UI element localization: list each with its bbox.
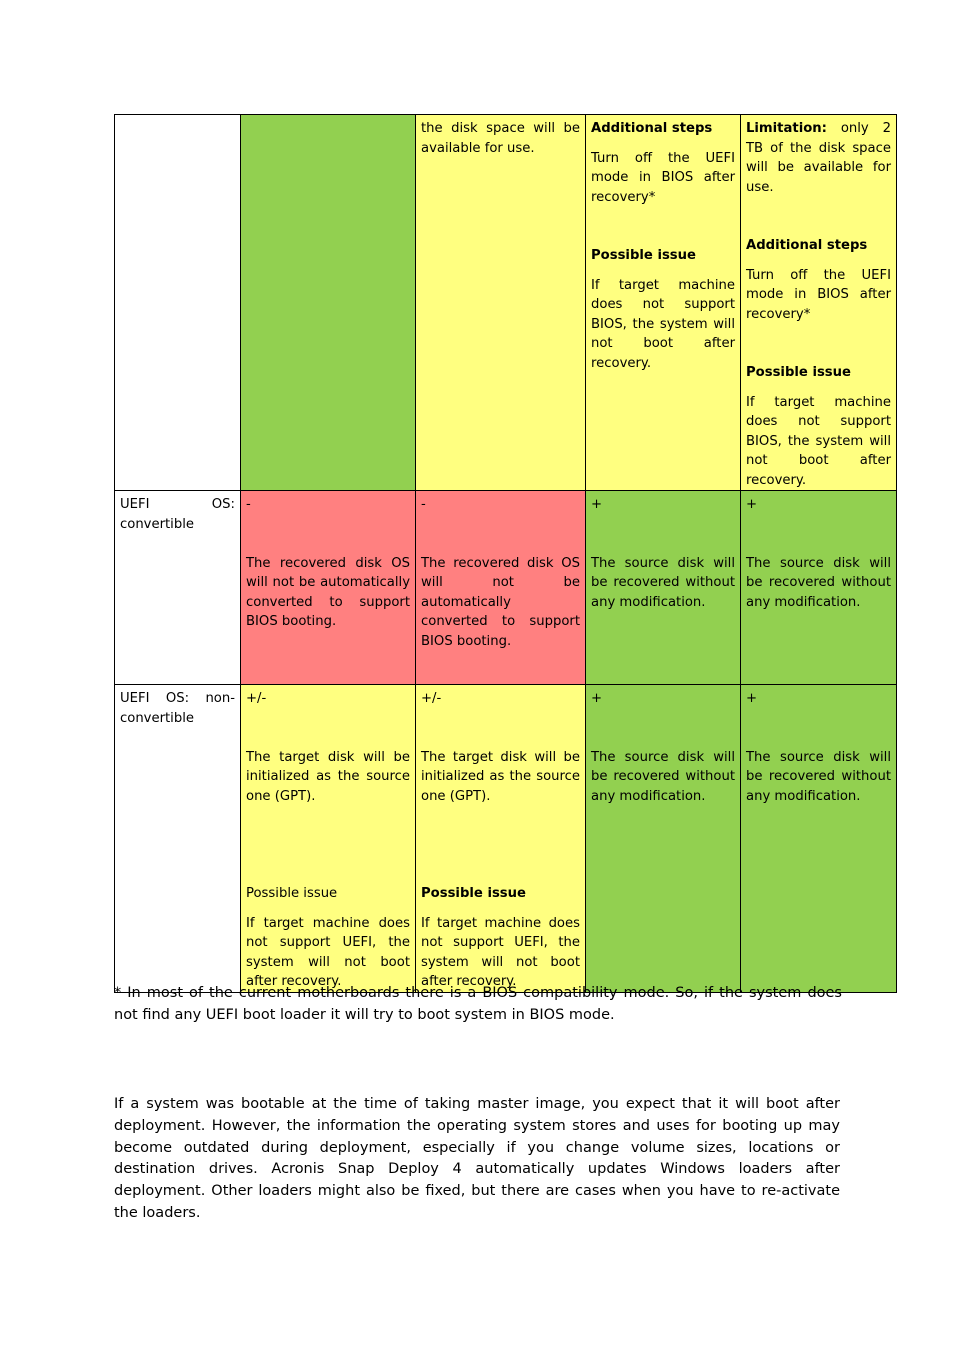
table-cell-yellow <box>586 115 741 491</box>
status-symbol: +/- <box>246 691 267 706</box>
cell-text: The target disk will be initialized as the source one (GPT). <box>421 749 580 804</box>
body-paragraph: If a system was bootable at the time of taking master image, you expect that it will boot after deployment. However, the information the operating system stores and uses for booting up may become outdated during deployment, especially if you change volume sizes, locations or destination drives. Acronis Snap Deploy 4 automatically updates Windows loaders after deployment. Other loaders might also be fixed, but there are cases when you have to re-activate the loaders. <box>114 1096 840 1221</box>
possible-issue-text: If target machine does not support BIOS, the system will not boot after recovery. <box>746 394 891 488</box>
cell-text: The source disk will be recovered without any modification. <box>746 749 891 804</box>
row-label-cell <box>115 491 241 685</box>
additional-steps-heading: Additional steps <box>591 121 713 136</box>
possible-issue-heading: Possible issue <box>746 365 851 380</box>
table-cell-green <box>586 685 741 993</box>
table-row <box>115 491 897 685</box>
table-cell-red <box>241 491 416 685</box>
status-symbol: - <box>421 497 426 512</box>
cell-text: The recovered disk OS will not be automatically converted to support BIOS booting. <box>246 555 410 629</box>
status-symbol: + <box>746 497 758 512</box>
footnote: * In most of the current motherboards there is a BIOS compatibility mode. So, if the system does not find any UEFI boot loader it will try to boot system in BIOS mode. <box>114 985 842 1023</box>
cell-text: The source disk will be recovered without any modification. <box>746 555 891 610</box>
limitation-text: Limitation: only 2 TB of the disk space will be available for use. <box>746 121 891 195</box>
row-label-cell <box>115 115 241 491</box>
table-cell-green <box>586 491 741 685</box>
table-cell-yellow <box>416 115 586 491</box>
status-symbol: + <box>591 691 603 706</box>
cell-text: The source disk will be recovered without any modification. <box>591 555 735 610</box>
additional-steps-text: Turn off the UEFI mode in BIOS after recovery* <box>591 150 735 205</box>
possible-issue-text: If target machine does not support BIOS, the system will not boot after recovery. <box>591 277 735 371</box>
additional-steps-text: Turn off the UEFI mode in BIOS after recovery* <box>746 267 891 322</box>
possible-issue-heading: Possible issue <box>421 886 526 901</box>
status-symbol: - <box>246 497 251 512</box>
cell-text: The target disk will be initialized as the source one (GPT). <box>246 749 410 804</box>
table-cell-green <box>241 115 416 491</box>
possible-issue-text: If target machine does not support UEFI, the system will not boot after recovery. <box>246 915 410 989</box>
row-label-cell <box>115 685 241 993</box>
cell-text: The source disk will be recovered without any modification. <box>591 749 735 804</box>
table-cell-green <box>741 685 897 993</box>
compatibility-table <box>114 114 897 993</box>
possible-issue-heading: Possible issue <box>591 248 696 263</box>
possible-issue-text: If target machine does not support UEFI, the system will not boot after recovery. <box>421 915 580 989</box>
status-symbol: +/- <box>421 691 442 706</box>
additional-steps-heading: Additional steps <box>746 238 868 253</box>
status-symbol: + <box>746 691 758 706</box>
table-cell-yellow <box>416 685 586 993</box>
cell-text: The recovered disk OS will not be automatically converted to support BIOS booting. <box>421 555 580 649</box>
row-label: UEFI OS: non-convertible <box>120 691 235 726</box>
limitation-label: Limitation: <box>746 121 827 136</box>
table-cell-green <box>741 491 897 685</box>
status-symbol: + <box>591 497 603 512</box>
table-cell-red <box>416 491 586 685</box>
row-label: UEFI OS: convertible <box>120 497 235 532</box>
table-row <box>115 685 897 993</box>
table-row <box>115 115 897 491</box>
cell-text: the disk space will be available for use. <box>421 121 580 156</box>
table-cell-yellow <box>241 685 416 993</box>
possible-issue-heading: Possible issue <box>246 886 338 901</box>
table-cell-yellow <box>741 115 897 491</box>
